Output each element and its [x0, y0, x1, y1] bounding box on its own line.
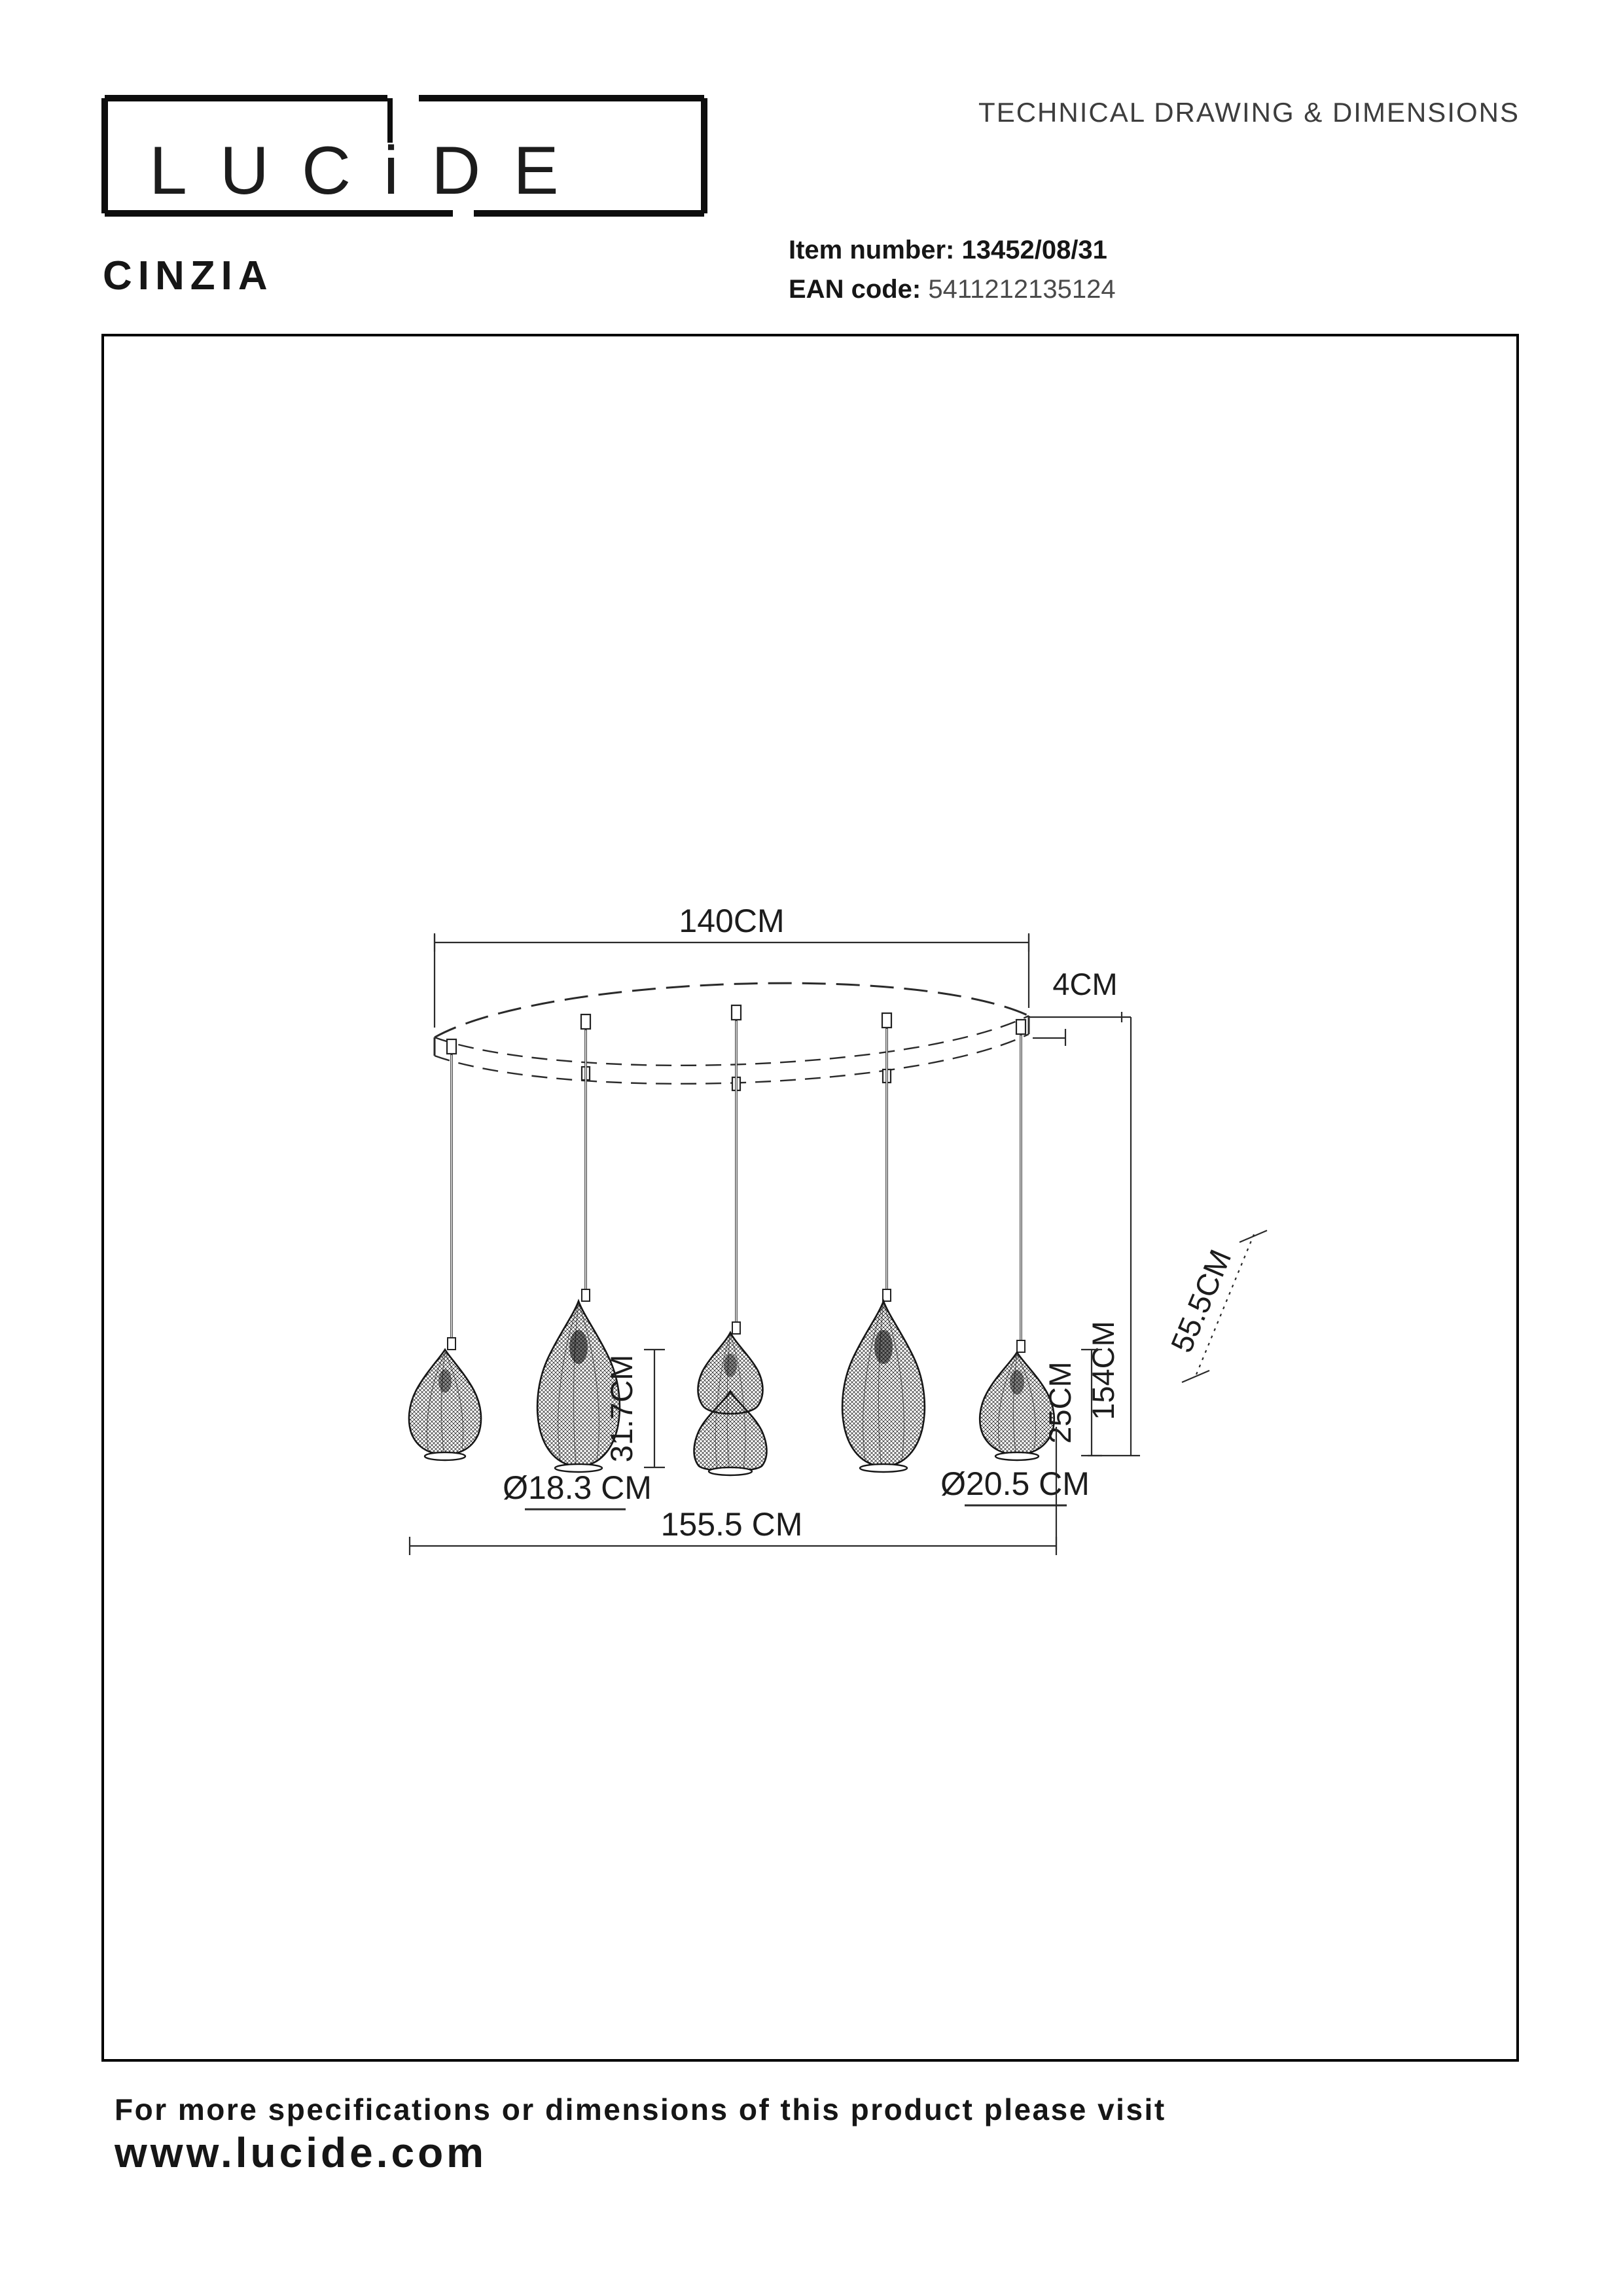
dim-shade-tall-height-label: 31.7CM [604, 1354, 639, 1463]
product-name: CINZIA [103, 253, 274, 298]
dim-diameter-small-label: Ø18.3 CM [503, 1469, 652, 1506]
item-number-value: 13452/08/31 [961, 236, 1107, 264]
bulb-core-2 [569, 1330, 588, 1364]
item-number-label: Item number: [789, 236, 955, 264]
suspension-cords [448, 1020, 1025, 1352]
canopy-edge-ticks [435, 1016, 1029, 1056]
pendant-shade-4 [842, 1301, 925, 1472]
cord-grip-1 [447, 1039, 456, 1054]
socket-4 [883, 1289, 891, 1301]
canopy [435, 983, 1029, 1084]
socket-3 [732, 1322, 740, 1334]
dim-shade-tall-height [644, 1350, 665, 1467]
cord-grip-5 [1016, 1020, 1026, 1034]
dim-canopy-thickness-label: 4CM [1052, 967, 1118, 1001]
socket-1 [448, 1338, 455, 1350]
canopy-back-rim-arc [435, 1016, 1029, 1066]
cord-grip-2 [581, 1014, 590, 1029]
dim-total-width-label: 155.5 CM [660, 1506, 803, 1543]
dim-diameter-large-label: Ø20.5 CM [940, 1465, 1090, 1502]
shade-base-4 [860, 1464, 907, 1472]
dim-total-drop-label: 154CM [1086, 1321, 1120, 1420]
dim-shade-side-height-label: 25CM [1043, 1361, 1077, 1444]
cord-grip-3 [732, 1005, 741, 1020]
cord-grip-4 [882, 1013, 891, 1028]
dim-canopy-thickness [1029, 1017, 1131, 1046]
logo-letters: LUCiDE [149, 133, 592, 209]
footer-note: For more specifications or dimensions of this product please visit [115, 2092, 1166, 2126]
bulb-core-3 [724, 1354, 737, 1377]
bulb-core-5 [1010, 1370, 1024, 1395]
dim-canopy-depth-label: 55.5CM [1164, 1244, 1238, 1357]
pendant-shade-1 [409, 1350, 481, 1460]
ean-code-label: EAN code: [789, 275, 921, 304]
pendant-shade-3 [694, 1333, 767, 1475]
dim-canopy-width-label: 140CM [679, 903, 785, 939]
bulb-core-4 [874, 1330, 893, 1364]
footer-website: www.lucide.com [115, 2129, 488, 2176]
bulb-core-1 [438, 1369, 452, 1393]
shade-base-1 [425, 1452, 465, 1460]
canopy-front-rim-arc [435, 1034, 1029, 1084]
ean-code-value: 5411212135124 [928, 275, 1116, 304]
socket-5 [1017, 1340, 1025, 1352]
shade-base-3 [709, 1467, 752, 1475]
shade-base-5 [995, 1452, 1039, 1460]
sheet-title: TECHNICAL DRAWING & DIMENSIONS [978, 97, 1520, 128]
socket-2 [582, 1289, 590, 1301]
